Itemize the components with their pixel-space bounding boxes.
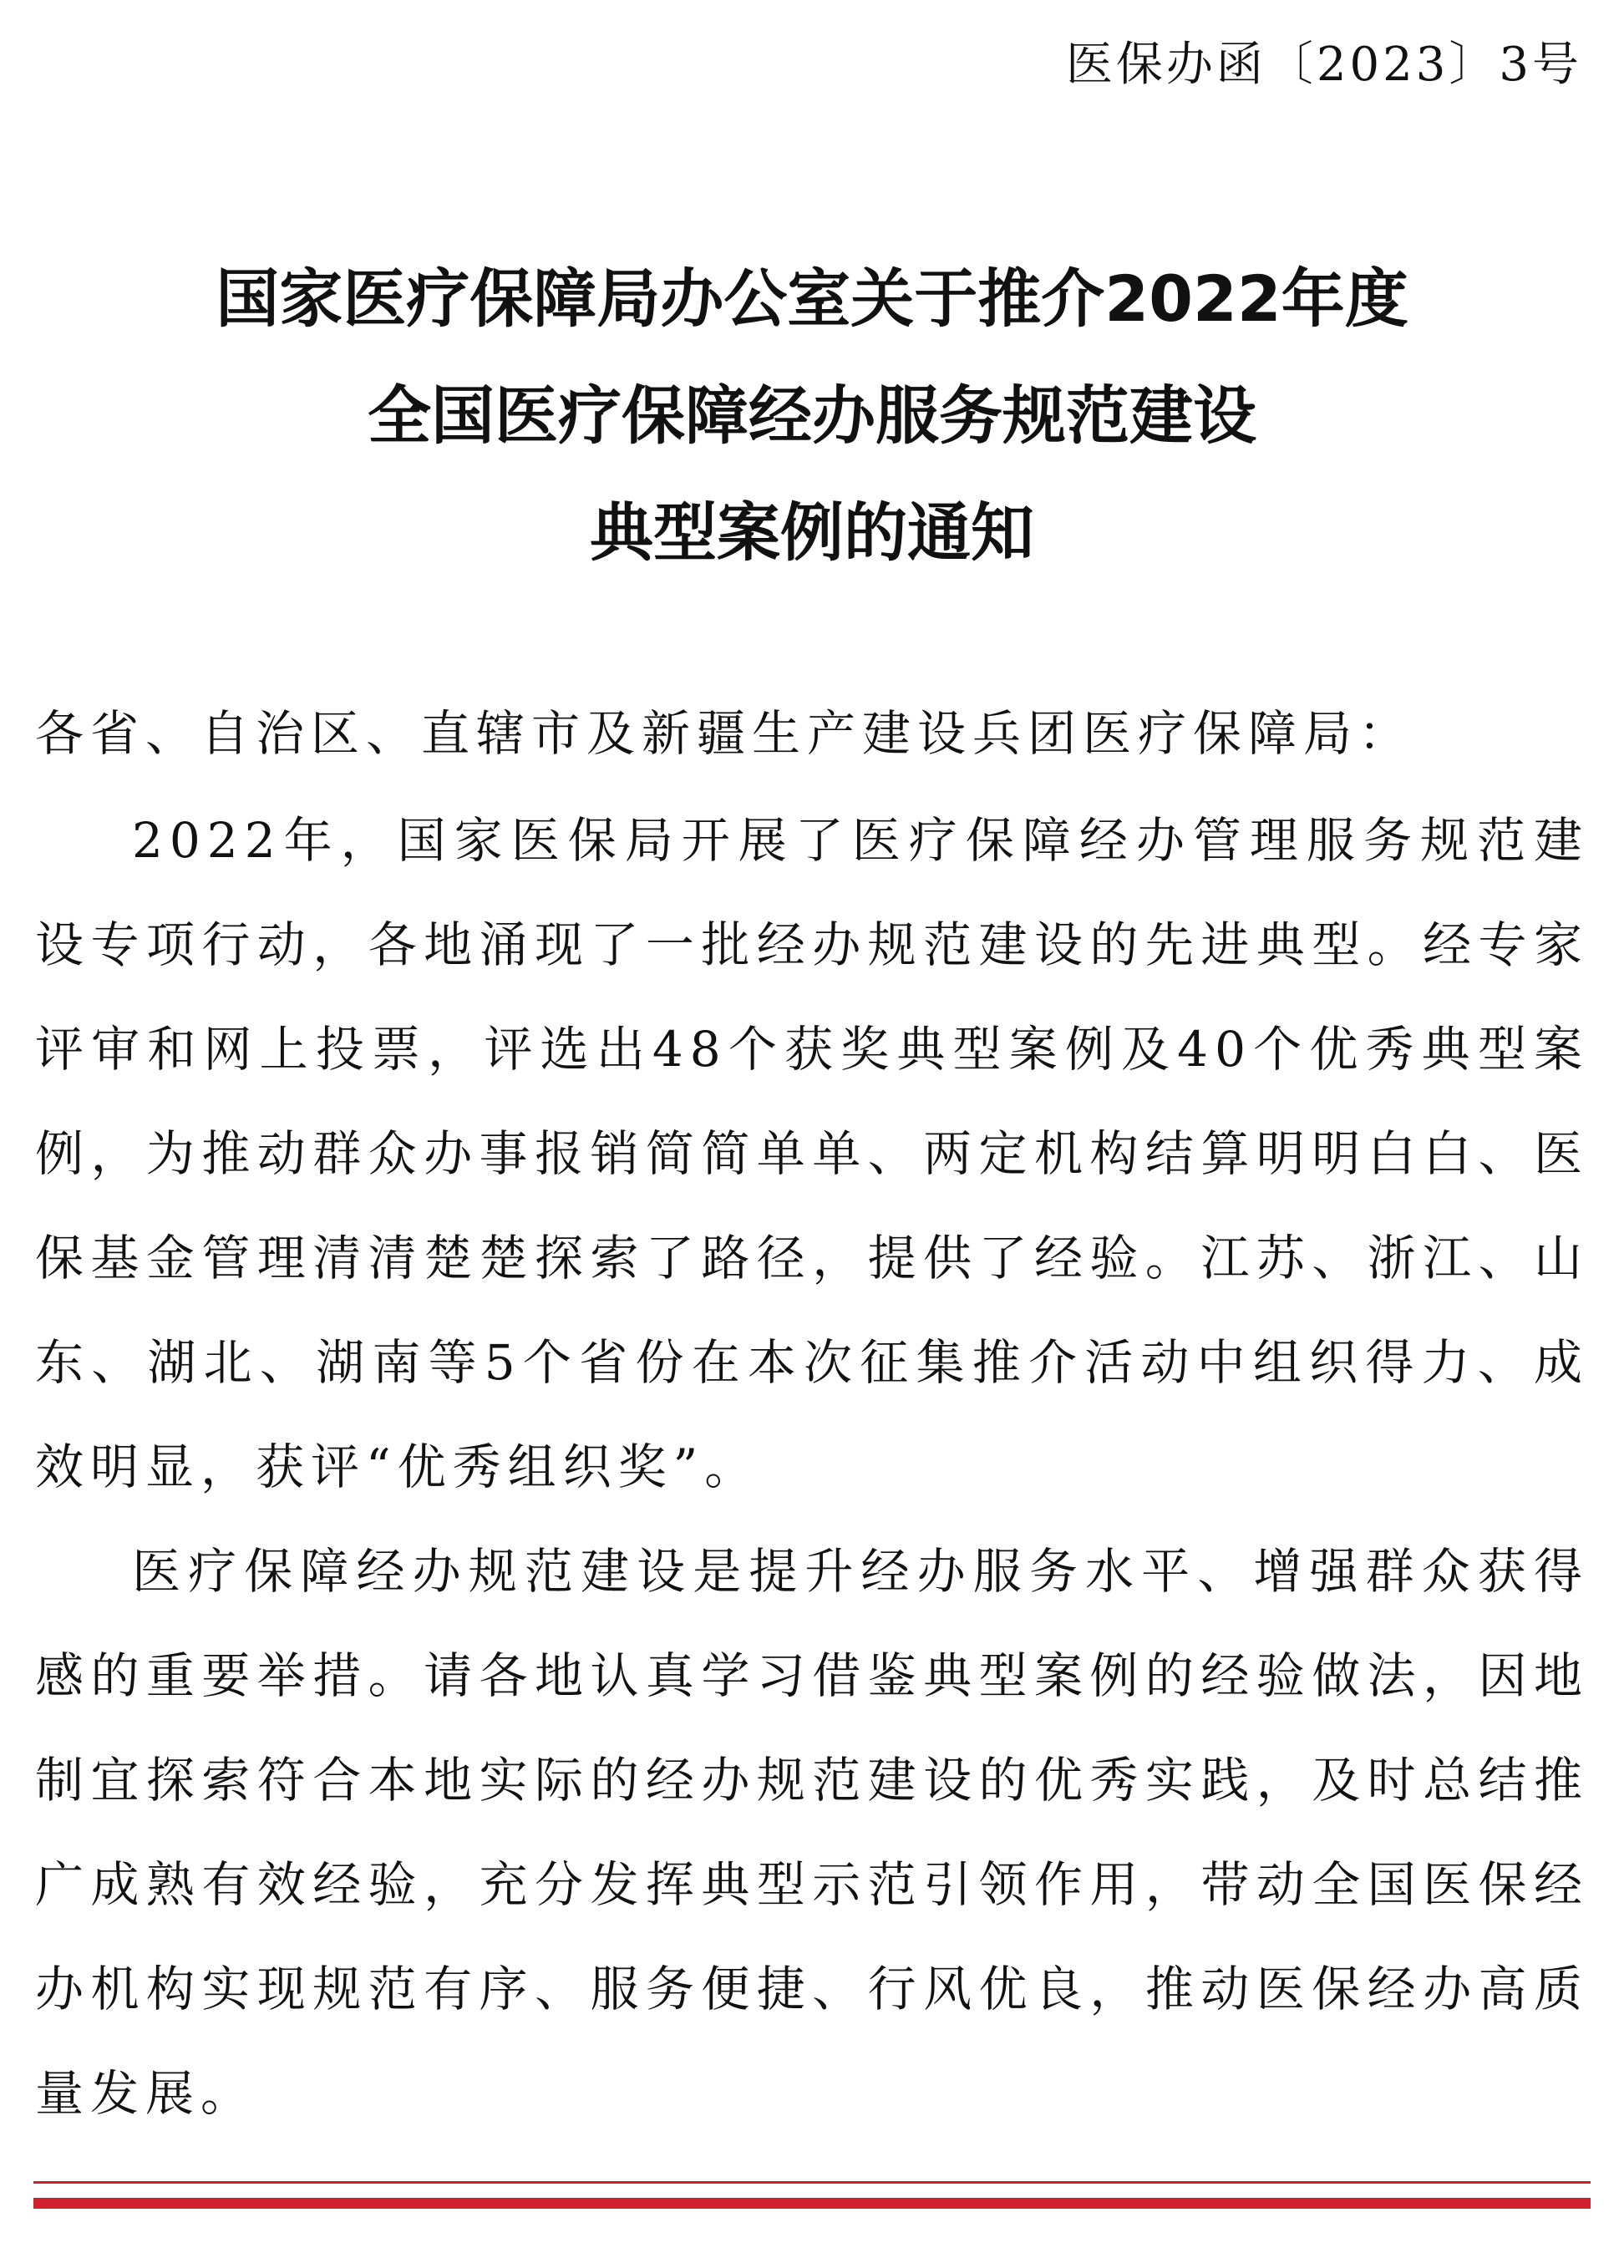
title-line-2: 全国医疗保障经办服务规范建设: [368, 378, 1256, 453]
footer-divider-thick: [33, 2198, 1591, 2209]
footer-divider-thin: [33, 2181, 1591, 2184]
document-number: 医保办函〔2023〕3号: [1065, 38, 1582, 92]
title-line-3: 典型案例的通知: [590, 495, 1034, 570]
document-title: [0, 241, 1624, 591]
addressee: 各省、自治区、直辖市及新疆生产建设兵团医疗保障局：: [35, 705, 1414, 762]
paragraph-2: 医疗保障经办规范建设是提升经办服务水平、增强群众获得感的重要举措。请各地认真学习借鉴典型案例的经验做法，因地制宜探索符合本地实际的经办规范建设的优秀实践，及时总结推广成熟有效经验，充分发挥典型示范引领作用，带动全国医保经办机构实现规范有序、服务便捷、行风优良，推动医保经办高质量发展。: [35, 1543, 1589, 2122]
document-body: [35, 789, 1589, 2146]
title-line-1: 国家医疗保障局办公室关于推介2022年度: [216, 261, 1408, 336]
paragraph-1: 2022年，国家医保局开展了医疗保障经办管理服务规范建设专项行动，各地涌现了一批经办规范建设的先进典型。经专家评审和网上投票，评选出48个获奖典型案例及40个优秀典型案例，为推动群众办事报销简简单单、两定机构结算明明白白、医保基金管理清清楚楚探索了路径，提供了经验。江苏、浙江、山东、湖北、湖南等5个省份在本次征集推介活动中组织得力、成效明显，获评“优秀组织奖”。: [35, 812, 1589, 1495]
